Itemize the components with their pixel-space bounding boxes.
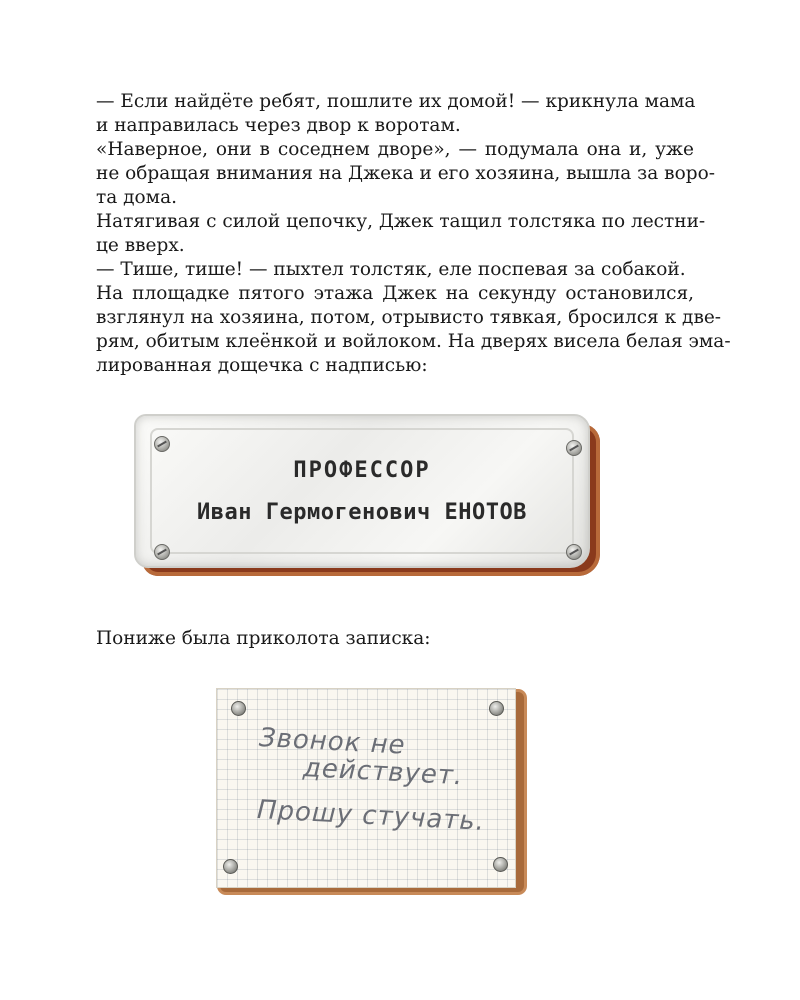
pin-icon	[489, 701, 504, 716]
enamel-nameplate	[128, 410, 606, 582]
note-line: Прошу стучать.	[256, 795, 486, 837]
note-line: действует.	[302, 753, 465, 792]
screw-icon	[566, 440, 582, 456]
screw-icon	[566, 544, 582, 560]
pin-icon	[231, 701, 246, 716]
screw-icon	[154, 436, 170, 452]
text-line: — Тише, тише! — пыхтел толстяк, еле поспевая за собакой.	[96, 259, 686, 280]
pin-icon	[223, 859, 238, 874]
graph-paper-note	[216, 688, 516, 888]
text-line: «Наверное, они в соседнем дворе», — подумала она и, уже	[96, 139, 694, 160]
story-text	[96, 90, 731, 378]
note-line: Звонок не	[258, 723, 407, 761]
plate-name: Иван Гермогенович ЕНОТОВ	[197, 500, 527, 525]
text-line: та дома.	[96, 187, 177, 208]
screw-icon	[154, 544, 170, 560]
plate-enamel	[134, 414, 590, 568]
pin-icon	[493, 857, 508, 872]
plate-border	[150, 428, 574, 554]
text-line: лированная дощечка с надписью:	[96, 355, 428, 376]
text-line: рям, обитым клеёнкой и войлоком. На дверях висела белая эма-	[96, 331, 731, 352]
plate-title: ПРОФЕССОР	[293, 458, 431, 483]
note-caption: Пониже была приколота записка:	[96, 628, 431, 649]
text-line: — Если найдёте ребят, пошлите их домой! — крикнула мама	[96, 91, 696, 112]
text-line: не обращая внимания на Джека и его хозяина, вышла за воро-	[96, 163, 715, 184]
text-line: и направилась через двор к воротам.	[96, 115, 461, 136]
pinned-note	[212, 686, 532, 898]
text-line: взглянул на хозяина, потом, отрывисто тявкая, бросился к две-	[96, 307, 722, 328]
text-line: Натягивая с силой цепочку, Джек тащил толстяка по лестни-	[96, 211, 706, 232]
text-line: На площадке пятого этажа Джек на секунду остановился,	[96, 283, 694, 304]
text-line: це вверх.	[96, 235, 185, 256]
